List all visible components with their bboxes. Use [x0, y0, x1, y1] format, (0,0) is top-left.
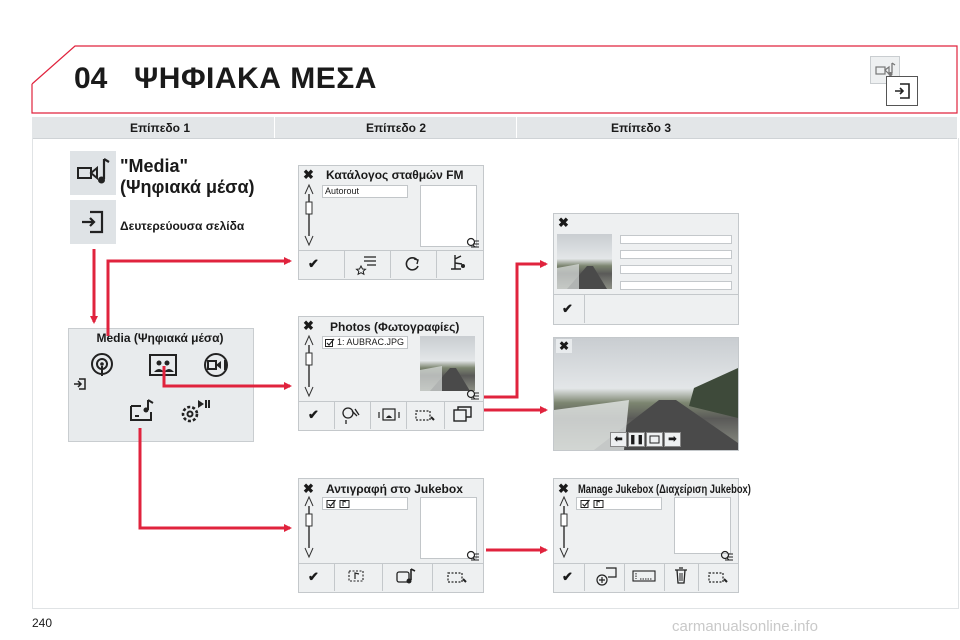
photos-screen-title: Photos (Φωτογραφίες) [330, 320, 460, 334]
previous-icon[interactable]: ⬅ [610, 432, 627, 447]
arrow-to-copy-jukebox [140, 428, 290, 528]
close-icon[interactable]: ✖ [303, 167, 314, 182]
chapter-number: 04 [74, 62, 108, 95]
page-number: 240 [32, 616, 53, 630]
page-title: ΨΗΦΙΑΚΑ ΜΕΣΑ [134, 62, 377, 95]
fm-screen-title: Κατάλογος σταθμών FM [326, 168, 464, 182]
close-icon[interactable]: ✖ [558, 481, 569, 496]
watermark: carmanualsonline.info [672, 618, 818, 635]
station-field[interactable]: Autorout [322, 185, 408, 198]
level-3-label: Επίπεδο 3 [610, 121, 672, 135]
copy-screen-title: Αντιγραφή στο Jukebox [326, 482, 463, 496]
ok-icon[interactable]: ✔ [308, 569, 319, 584]
close-icon[interactable]: ✖ [303, 481, 314, 496]
file-name: 1: AUBRAC.JPG [337, 337, 405, 347]
ok-icon[interactable]: ✔ [308, 407, 319, 422]
pause-icon[interactable]: ❚❚ [628, 432, 645, 447]
close-icon[interactable]: ✖ [303, 318, 314, 333]
close-icon[interactable]: ✖ [556, 339, 572, 353]
media-label-line2: (Ψηφιακά μέσα) [120, 177, 255, 197]
arrow-to-photo-details [484, 264, 546, 397]
ok-icon[interactable]: ✔ [308, 256, 319, 271]
arrow-to-photos [164, 366, 290, 386]
level-2-label: Επίπεδο 2 [365, 121, 427, 135]
next-icon[interactable]: ➡ [664, 432, 681, 447]
ok-icon[interactable]: ✔ [562, 569, 573, 584]
level-1-label: Επίπεδο 1 [129, 121, 191, 135]
close-icon[interactable]: ✖ [558, 215, 569, 230]
secondary-page-label: Δευτερεύουσα σελίδα [120, 219, 245, 233]
manage-screen-title: Manage Jukebox (Διαχείριση Jukebox) [578, 482, 751, 496]
arrow-to-fm-list [108, 261, 290, 336]
ok-icon[interactable]: ✔ [562, 301, 573, 316]
media-panel-title: Media (Ψηφιακά μέσα) [96, 331, 224, 345]
media-label-line1: "Media" [120, 156, 189, 176]
